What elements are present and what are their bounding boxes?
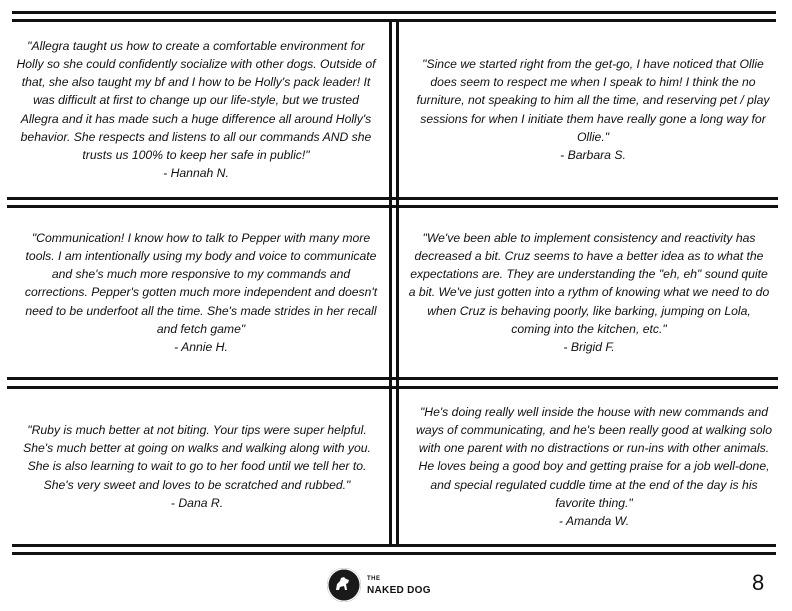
page-number: 8 — [752, 570, 765, 595]
testimonial-quote: "Communication! I know how to talk to Pepper with many more tools. I am intentionally using my body and voice to communicate and she's much more responsive to my commands and corrections. Pepper's gotten much more independent and doesn't need to be underfoot all the time. She's made strides in her recall and fetch game" — [24, 230, 378, 336]
column-divider-a — [389, 22, 392, 544]
bottom-rule-2 — [12, 552, 776, 555]
testimonial-author: - Hannah N. — [163, 166, 229, 181]
testimonial-quote: "He's doing really well inside the house with new commands and ways of communicating, and he's been really good at walking solo with one parent with no distractions or run-ins with other animals. He loves being a good boy and getting praise for a job well-done, and special regulated cuddle time at the end of the day is his favorite thing." — [416, 404, 772, 510]
row-divider-1a — [7, 197, 778, 200]
testimonial-card — [410, 22, 776, 197]
column-divider-b — [396, 22, 399, 544]
testimonial-author: - Amanda W. — [558, 514, 630, 528]
brand-wordmark-name: NAKED DOG — [367, 585, 431, 596]
testimonial-card — [22, 208, 380, 377]
testimonial-card — [412, 389, 776, 544]
bottom-rule-1 — [12, 544, 776, 547]
testimonial-quote: "Ruby is much better at not biting. Your tips were super helpful. She's much better at going on walks and walking along with you. She is also learning to wait to go to her food until we tell her to. She's very sweet and loves to be scratched and rubbed." — [23, 422, 371, 492]
testimonial-card — [408, 208, 770, 377]
testimonial-author: - Dana R. — [170, 495, 224, 510]
testimonial-author: - Brigid F. — [563, 340, 615, 354]
testimonial-card — [22, 389, 372, 544]
testimonial-quote: "We've been able to implement consistency and reactivity has decreased a bit. Cruz seems to have a better idea as to what the expectations are. They are understanding the "eh, eh" sound quite a bit. We've just gotten into a rythm of knowing what we need to do when Cruz is behaving poorly, like barking, jumping on Lola, coming into the kitchen, etc." — [408, 230, 770, 336]
brand-wordmark — [367, 574, 431, 596]
testimonial-quote: "Since we started right from the get-go, I have noticed that Ollie does seem to respect me when I speak to him! I think the no furniture, not speaking to him all the time, and reserving pet / play sessions for when I initiate them have really gone a long way for Ollie." — [416, 56, 770, 144]
row-divider-2a — [7, 377, 778, 380]
testimonial-author: - Barbara S. — [560, 147, 626, 162]
top-rule-1 — [12, 11, 776, 14]
dog-logo-icon — [327, 568, 361, 602]
testimonial-author: - Annie H. — [174, 340, 228, 354]
testimonial-card — [14, 22, 378, 197]
brand-logo — [327, 568, 431, 602]
brand-wordmark-small: THE — [367, 576, 381, 582]
testimonial-quote: "Allegra taught us how to create a comfortable environment for Holly so she could confidently socialize with other dogs. Outside of that, she also taught my bf and I how to be Holly's pack leader! It was difficult at first to change up our life-style, but we trusted Allegra and it has made such a huge difference all around Holly's behavior. She respects and listens to all our commands AND she trusts us 100% to keep her safe in public!" — [16, 38, 376, 162]
